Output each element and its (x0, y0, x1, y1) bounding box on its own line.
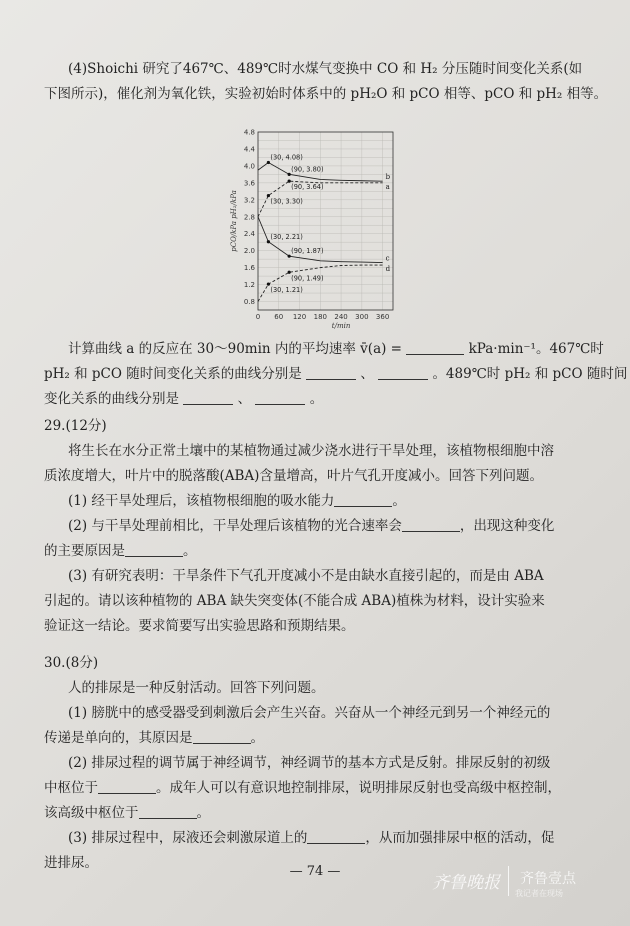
q29-part3-line3: 验证这一结论。要求简要写出实验思路和预期结果。 (44, 618, 355, 634)
y-tick-label: 1.6 (243, 264, 255, 273)
data-label: (90, 3.64) (291, 183, 324, 192)
q28-text: 、 (360, 366, 374, 382)
q30-part2-line2 (44, 776, 592, 801)
data-label: (90, 3.80) (291, 165, 324, 174)
answer-blank[interactable] (306, 365, 356, 380)
x-tick-label: 180 (313, 313, 327, 321)
y-tick-label: 0.8 (243, 298, 255, 307)
data-label: (30, 2.21) (270, 232, 303, 241)
q29-text: 。 (392, 493, 406, 509)
q29-text: (1) 经干旱处理后，该植物根细胞的吸水能力 (68, 493, 335, 509)
answer-blank[interactable] (193, 729, 251, 744)
answer-blank[interactable] (378, 365, 428, 380)
y-axis-label: pCO/kPa pH₂/kPa (230, 190, 238, 252)
q30-text: 。 (196, 805, 210, 821)
q28-question-line1 (44, 337, 604, 362)
answer-blank[interactable] (125, 542, 183, 557)
q30-part3-line2: 进排尿。 (44, 855, 98, 871)
x-tick-label: 300 (355, 313, 369, 321)
q28-intro-line2: 下图所示)，催化剂为氧化铁，实验初始时体系中的 pH₂O 和 pCO 相等、pCO 和 pH₂ 相等。 (44, 86, 608, 102)
q30-text: (3) 排尿过程中，尿液还会刺激尿道上的 (68, 830, 308, 846)
q29-part3-line1: (3) 有研究表明：干旱条件下气孔开度减小不是由缺水直接引起的，而是由 ABA (68, 568, 544, 584)
q28-intro-line1: (4)Shoichi 研究了467℃、489℃时水煤气变换中 CO 和 H₂ 分压随时间变化关系(如 (68, 61, 583, 77)
answer-blank[interactable] (255, 390, 305, 405)
question-29 (44, 414, 592, 639)
x-axis-label: t/min (331, 322, 351, 330)
q30-text: 该高级中枢位于 (44, 805, 139, 821)
x-tick-label: 120 (292, 313, 307, 321)
page-number: — 74 — (289, 864, 341, 879)
y-tick-label: 2.8 (243, 213, 255, 222)
series-label-c: c (385, 254, 390, 263)
q29-part3-line2: 引起的。请以该种植物的 ABA 缺失突变体(不能合成 ABA)植株为材料，设计实验来 (44, 593, 545, 609)
y-tick-label: 2.4 (243, 230, 255, 239)
q30-part3-line1 (44, 826, 592, 851)
y-tick-label: 4.8 (243, 128, 255, 137)
data-label: (30, 1.21) (270, 286, 303, 295)
q29-stem-line1: 将生长在水分正常土壤中的某植物通过减少浇水进行干旱处理，该植物根细胞中溶 (68, 443, 554, 459)
q29-part2-line2 (44, 539, 592, 564)
data-label: (30, 3.30) (270, 197, 303, 206)
answer-blank[interactable] (307, 829, 365, 844)
series-label-a: a (385, 182, 390, 191)
watermark-brand: 齐鲁壹点 (520, 871, 576, 887)
y-tick-label: 4.0 (243, 162, 255, 171)
q28-intro (44, 57, 608, 107)
q28-text: 计算曲线 a 的反应在 30～90min 内的平均速率 v̄(a) = (68, 341, 402, 357)
q28-text: 、 (237, 391, 252, 407)
question-30 (44, 651, 592, 876)
y-tick-label: 3.6 (243, 179, 255, 188)
y-tick-label: 4.4 (243, 145, 255, 154)
answer-blank[interactable] (183, 390, 233, 405)
y-tick-label: 3.2 (243, 196, 255, 205)
series-label-d: d (385, 265, 391, 274)
answer-blank[interactable] (139, 804, 197, 819)
q28-text: kPa·min⁻¹。467℃时 (468, 341, 604, 357)
q30-part1-line1: (1) 膀胱中的感受器受到刺激后会产生兴奋。兴奋从一个神经元到另一个神经元的 (68, 705, 551, 721)
q30-header: 30.(8分) (44, 655, 99, 671)
q30-part2-line1: (2) 排尿过程的调节属于神经调节，神经调节的基本方式是反射。排尿反射的初级 (68, 755, 551, 771)
watermark-tagline: 我记者在现场 (515, 889, 563, 898)
q29-header: 29.(12分) (44, 418, 107, 434)
q28-questions (44, 337, 628, 412)
q28-text: 变化关系的曲线分别是 (44, 391, 179, 407)
q30-part1-line2 (44, 726, 592, 751)
q28-text: 。489℃时 pH₂ 和 pCO 随时间 (432, 366, 628, 382)
q29-text: (2) 与干旱处理前相比，干旱处理后该植物的光合速率会 (68, 518, 402, 534)
q29-part2-line1 (44, 514, 592, 539)
q29-part1 (44, 489, 592, 514)
answer-blank[interactable] (334, 492, 392, 507)
q30-text: 。 (250, 730, 264, 746)
q30-stem: 人的排尿是一种反射活动。回答下列问题。 (68, 680, 325, 696)
partial-pressure-chart (228, 124, 408, 342)
q30-text: 中枢位于 (44, 780, 98, 796)
data-label: (30, 4.08) (270, 153, 303, 162)
q29-stem-line2: 质浓度增大，叶片中的脱落酸(ABA)含量增高，叶片气孔开度减小。回答下列问题。 (44, 468, 543, 484)
y-tick-label: 2.0 (243, 247, 255, 256)
x-tick-label: 60 (274, 313, 284, 321)
q28-text: pH₂ 和 pCO 随时间变化关系的曲线分别是 (44, 366, 302, 382)
x-tick-label: 240 (334, 313, 348, 321)
q30-text: 。成年人可以有意识地控制排尿，说明排尿反射也受高级中枢控制， (156, 780, 561, 796)
q30-text: 传递是单向的，其原因是 (44, 730, 193, 746)
answer-blank[interactable] (406, 340, 464, 355)
watermark-logo: 齐鲁晚报 (432, 873, 500, 893)
q30-part2-line3 (44, 801, 592, 826)
data-label: (90, 1.49) (291, 274, 324, 283)
y-tick-label: 1.2 (243, 281, 255, 290)
q28-question-line2 (44, 362, 628, 387)
q29-text: 。 (183, 543, 197, 559)
q28-text: 。 (309, 391, 324, 407)
watermark-divider (508, 866, 509, 896)
q29-text: ，出现这种变化 (459, 518, 555, 534)
answer-blank[interactable] (98, 779, 156, 794)
answer-blank[interactable] (402, 517, 460, 532)
x-tick-label: 360 (375, 313, 390, 321)
x-tick-label: 0 (255, 313, 261, 321)
series-label-b: b (385, 173, 391, 182)
q30-text: ，从而加强排尿中枢的活动，促 (365, 830, 555, 846)
q29-text: 的主要原因是 (44, 543, 125, 559)
q28-question-line3 (44, 387, 592, 412)
data-label: (90, 1.87) (291, 247, 324, 256)
